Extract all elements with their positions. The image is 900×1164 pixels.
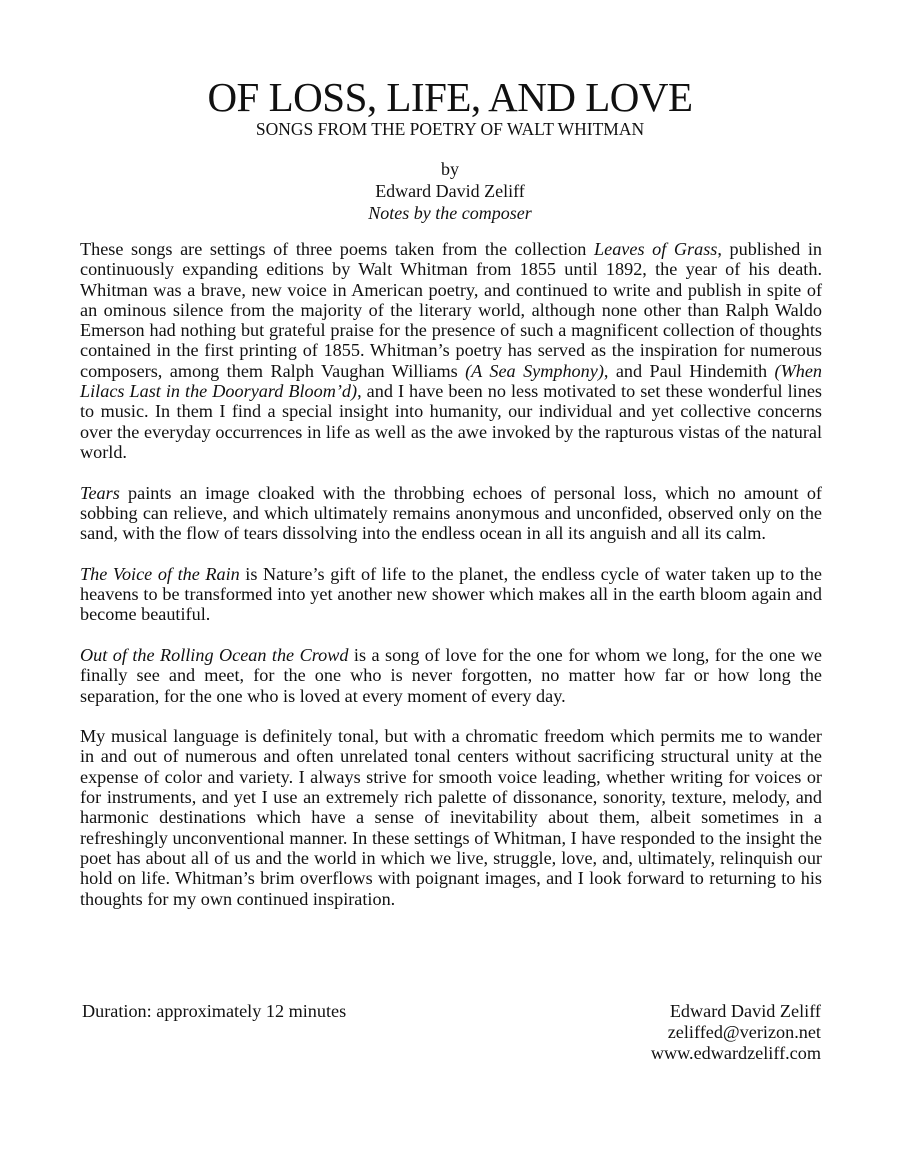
page-subtitle: SONGS FROM THE POETRY OF WALT WHITMAN xyxy=(255,119,645,139)
song-title-tears: Tears xyxy=(80,482,120,503)
duration-note: Duration: approximately 12 minutes xyxy=(82,1001,347,1021)
byline xyxy=(0,158,900,224)
text-span: paints an image cloaked with the throbbing echoes of personal loss, which no amount of sobbing can relieve, and which ultimately remains anonymous and unconfided, observed only on the sand, with the flow of tears dissolving into the endless ocean in all its anguish and all its calm. xyxy=(80,482,822,544)
text-span: is a song of love for the one for whom we long, for the one we finally see and meet, for the one who is never forgotten, no matter how far or how long the separation, for the one who is loved at every moment of every day. xyxy=(80,644,822,706)
text-span: is Nature’s gift of life to the planet, the endless cycle of water taken up to the heavens to be transformed into yet another new shower which makes all in the earth bloom again and become beautiful. xyxy=(80,563,822,625)
contact-website: www.edwardzeliff.com xyxy=(650,1043,821,1063)
work-title-when-lilacs: (When Lilacs Last in the Dooryard Bloom’d) xyxy=(80,360,822,402)
contact-name: Edward David Zeliff xyxy=(669,1001,821,1021)
text-span: My musical language is definitely tonal, but with a chromatic freedom which permits me to wander in and out of numerous and often unrelated tonal centers without sacrificing structural unity at the expense of color and variety. I always strive for smooth voice leading, whether writing for voices or for instruments, and yet I use an extremely rich palette of dissonance, sonority, texture, melody, and harmonic destinations which have a sense of inevitability about them, albeit sometimes in a refreshingly unconventional manner. In these settings of Whitman, I have responded to the insight the poet has about all of us and the world in which we live, struggle, love, and, ultimately, relinquish our hold on life. Whitman’s brim overflows with poignant images, and I look forward to returning to his thoughts for my own continued inspiration. xyxy=(80,726,822,909)
byline-author: Edward David Zeliff xyxy=(375,181,525,201)
paragraph-musical-language xyxy=(80,726,822,909)
song-title-voice-of-the-rain: The Voice of the Rain xyxy=(80,563,240,584)
paragraph-intro xyxy=(80,239,822,462)
page-title: OF LOSS, LIFE, AND LOVE xyxy=(207,74,693,120)
text-span: , and I have been no less motivated to set these wonderful lines to music. In them I find a special insight into humanity, our individual and yet collective concerns over the everyday occurrences in life as well as the awe invoked by the rapturous vistas of the natural world. xyxy=(80,381,822,462)
song-title-rolling-ocean: Out of the Rolling Ocean the Crowd xyxy=(80,644,349,665)
contact-block xyxy=(651,1001,821,1064)
contact-email: zeliffed@verizon.net xyxy=(667,1022,821,1042)
work-title-leaves-of-grass: Leaves of Grass xyxy=(594,239,718,259)
text-span: , published in continuously expanding editions by Walt Whitman from 1855 until 1892, the year of his death. Whitman was a brave, new voice in American poetry, and continued to write and publish in spite of an ominous silence from the majority of the literary world, although none other than Ralph Waldo Emerson had nothing but grateful praise for the presence of such a magnificent collection of thoughts contained in the first printing of 1855. Whitman’s poetry has served as the inspiration for numerous composers, among them Ralph Vaughan Williams xyxy=(80,239,822,381)
paragraph-tears xyxy=(80,483,822,544)
paragraph-rolling-ocean xyxy=(80,645,822,706)
program-notes-body xyxy=(80,239,822,909)
paragraph-voice-of-the-rain xyxy=(80,564,822,625)
text-span: These songs are settings of three poems taken from the collection xyxy=(80,239,595,259)
text-span: , and Paul Hindemith xyxy=(603,360,775,381)
byline-notes: Notes by the composer xyxy=(368,203,532,223)
work-title-sea-symphony: (A Sea Symphony) xyxy=(465,360,604,381)
byline-by: by xyxy=(441,159,459,179)
